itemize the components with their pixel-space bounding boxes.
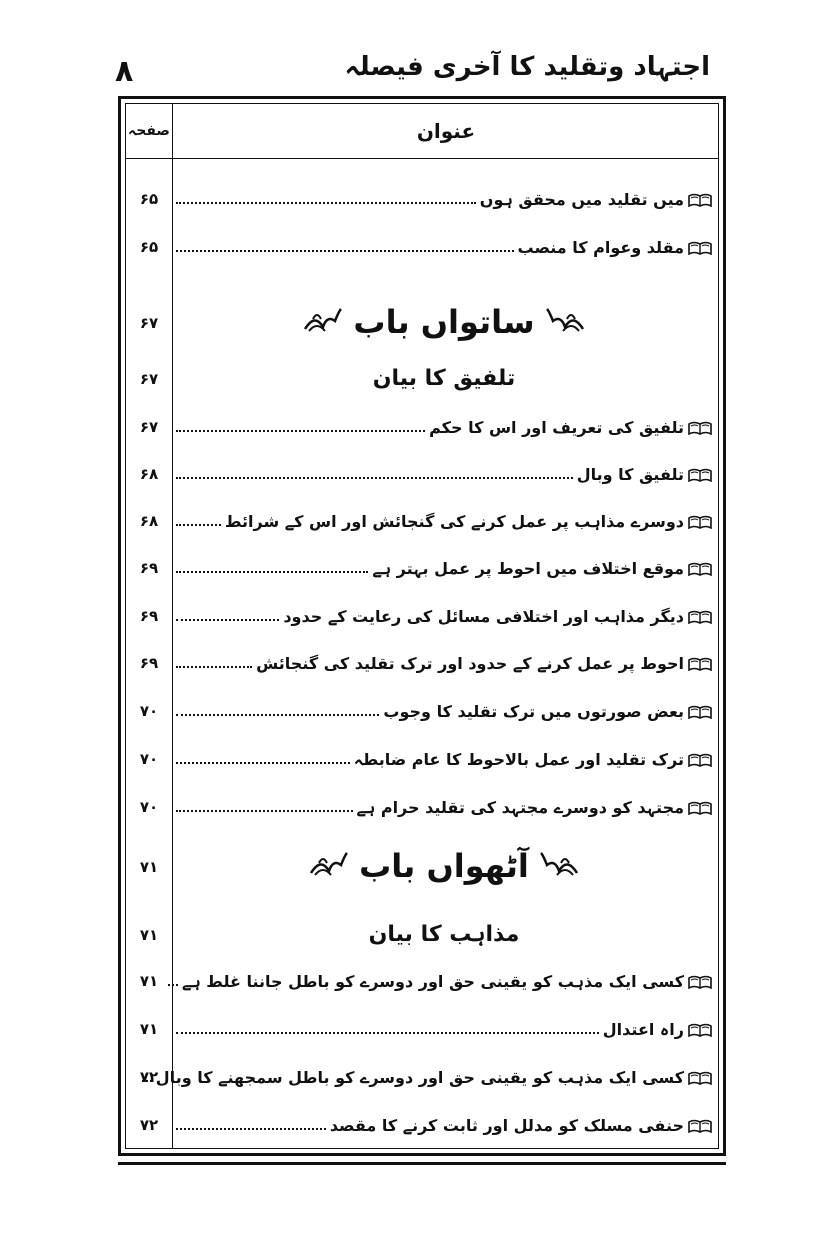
entry-line	[176, 412, 712, 442]
subtitle-page: ۶۷	[139, 370, 159, 388]
chapter-subtitle: تلفیق کا بیان	[372, 366, 516, 391]
entry-page: ۶۸	[139, 465, 159, 483]
page-number: ۸	[115, 54, 134, 89]
entry-page: ۶۹	[139, 559, 159, 577]
entry-line	[176, 648, 712, 678]
open-book-icon	[688, 1070, 712, 1084]
open-book-icon	[688, 420, 712, 434]
entry-title: تلفیق کا وبال	[576, 464, 684, 484]
dot-leader	[176, 571, 368, 573]
entry-line	[176, 744, 712, 774]
chapter-title: آٹھواں باب	[359, 847, 529, 885]
dot-leader	[176, 477, 573, 479]
entry-line	[176, 601, 712, 631]
entry-page: ۷۱	[139, 1020, 159, 1038]
open-book-icon	[688, 561, 712, 575]
open-book-icon	[688, 1022, 712, 1036]
entry-page: ۶۹	[139, 654, 159, 672]
entry-title: احوط پر عمل کرنے کے حدود اور ترک تقلید کی گنجائش	[256, 653, 684, 673]
table-header-row	[126, 104, 718, 159]
subtitle-page: ۷۱	[139, 926, 159, 944]
list-item	[126, 506, 718, 536]
open-book-icon	[688, 656, 712, 670]
entry-title: بعض صورتوں میں ترک تقلید کا وجوب	[383, 701, 684, 721]
open-book-icon	[688, 1118, 712, 1132]
list-item	[126, 966, 718, 996]
page-header	[110, 52, 710, 96]
entry-title: کسی ایک مذہب کو یقینی حق اور دوسرے کو باطل جاننا غلط ہے	[181, 971, 684, 991]
book-title: اجتہاد وتقلید کا آخری فیصلہ	[344, 52, 710, 82]
dot-leader	[176, 250, 514, 252]
subtitle-page-row	[126, 364, 718, 394]
dot-leader	[176, 1128, 326, 1130]
entry-page: ۷۲	[139, 1068, 159, 1086]
entry-title: مقلد وعوام کا منصب	[517, 237, 684, 257]
dot-leader	[176, 1032, 599, 1034]
entry-line	[176, 792, 712, 822]
open-book-icon	[688, 752, 712, 766]
dot-leader	[176, 430, 425, 432]
entry-page: ۶۷	[139, 418, 159, 436]
title-column-header: عنوان	[416, 119, 476, 143]
chapter-page-row	[126, 852, 718, 882]
list-item	[126, 459, 718, 489]
entry-page: ۶۸	[139, 512, 159, 530]
chapter-subtitle: مذاہب کا بیان	[368, 922, 520, 947]
list-item	[126, 1062, 718, 1092]
list-item	[126, 412, 718, 442]
entry-line	[155, 1062, 712, 1092]
entry-line	[176, 232, 712, 262]
dot-leader	[176, 762, 350, 764]
open-book-icon	[688, 974, 712, 988]
dot-leader	[176, 810, 353, 812]
entry-title: مجتہد کو دوسرے مجتہد کی تقلید حرام ہے	[356, 797, 684, 817]
open-book-icon	[688, 467, 712, 481]
entry-line	[176, 696, 712, 726]
entry-line	[176, 1110, 712, 1140]
chapter-page: ۶۷	[139, 314, 159, 332]
page-column-header: صفحہ	[128, 123, 170, 139]
subtitle-page-row	[126, 920, 718, 950]
open-book-icon	[688, 192, 712, 206]
open-book-icon	[688, 800, 712, 814]
list-item	[126, 648, 718, 678]
entry-page: ۷۰	[139, 750, 159, 768]
entry-line	[176, 966, 712, 996]
list-item	[126, 601, 718, 631]
open-book-icon	[688, 514, 712, 528]
dot-leader	[176, 714, 379, 716]
entry-page: ۷۱	[139, 972, 159, 990]
entry-title: ترک تقلید اور عمل بالاحوط کا عام ضابطہ	[353, 749, 684, 769]
entry-line	[176, 506, 712, 536]
open-book-icon	[688, 609, 712, 623]
open-book-icon	[688, 240, 712, 254]
entry-page: ۶۹	[139, 607, 159, 625]
entry-page: ۶۵	[139, 238, 159, 256]
entry-title: حنفی مسلک کو مدلل اور ثابت کرنے کا مقصد	[329, 1115, 684, 1135]
dot-leader	[176, 619, 279, 621]
list-item	[126, 184, 718, 214]
entry-page: ۷۰	[139, 798, 159, 816]
list-item	[126, 553, 718, 583]
list-item	[126, 696, 718, 726]
open-book-icon	[688, 704, 712, 718]
entry-title: راہ اعتدال	[602, 1019, 684, 1039]
list-item	[126, 744, 718, 774]
contents-table	[118, 96, 726, 1156]
list-item	[126, 1110, 718, 1140]
dot-leader	[176, 202, 476, 204]
list-item	[126, 1014, 718, 1044]
dot-leader	[168, 984, 178, 986]
entry-title: دیگر مذاہب اور اختلافی مسائل کی رعایت کے حدود	[283, 606, 684, 626]
chapter-page-row	[126, 308, 718, 338]
bottom-border	[118, 1162, 726, 1165]
list-item	[126, 232, 718, 262]
entry-page: ۷۰	[139, 702, 159, 720]
entry-title: تلفیق کی تعریف اور اس کا حکم	[429, 417, 684, 437]
chapter-page: ۷۱	[139, 858, 159, 876]
entry-title: میں تقلید میں محقق ہوں	[479, 189, 684, 209]
entry-page: ۷۲	[139, 1116, 159, 1134]
entry-line	[176, 1014, 712, 1044]
entry-page: ۶۵	[139, 190, 159, 208]
dot-leader	[176, 666, 252, 668]
entry-line	[176, 553, 712, 583]
chapter-title: ساتواں باب	[353, 303, 535, 341]
contents-inner-frame	[125, 103, 719, 1149]
list-item	[126, 792, 718, 822]
dot-leader	[176, 524, 221, 526]
entry-line	[176, 459, 712, 489]
dot-leader	[142, 1080, 152, 1082]
entry-title: دوسرے مذاہب پر عمل کرنے کی گنجائش اور اس کے شرائط	[224, 511, 684, 531]
entry-title: کسی ایک مذہب کو یقینی حق اور دوسرے کو باطل سمجھنے کا وبال	[155, 1067, 684, 1087]
entry-line	[176, 184, 712, 214]
entry-title: موقع اختلاف میں احوط پر عمل بہتر ہے	[372, 558, 684, 578]
